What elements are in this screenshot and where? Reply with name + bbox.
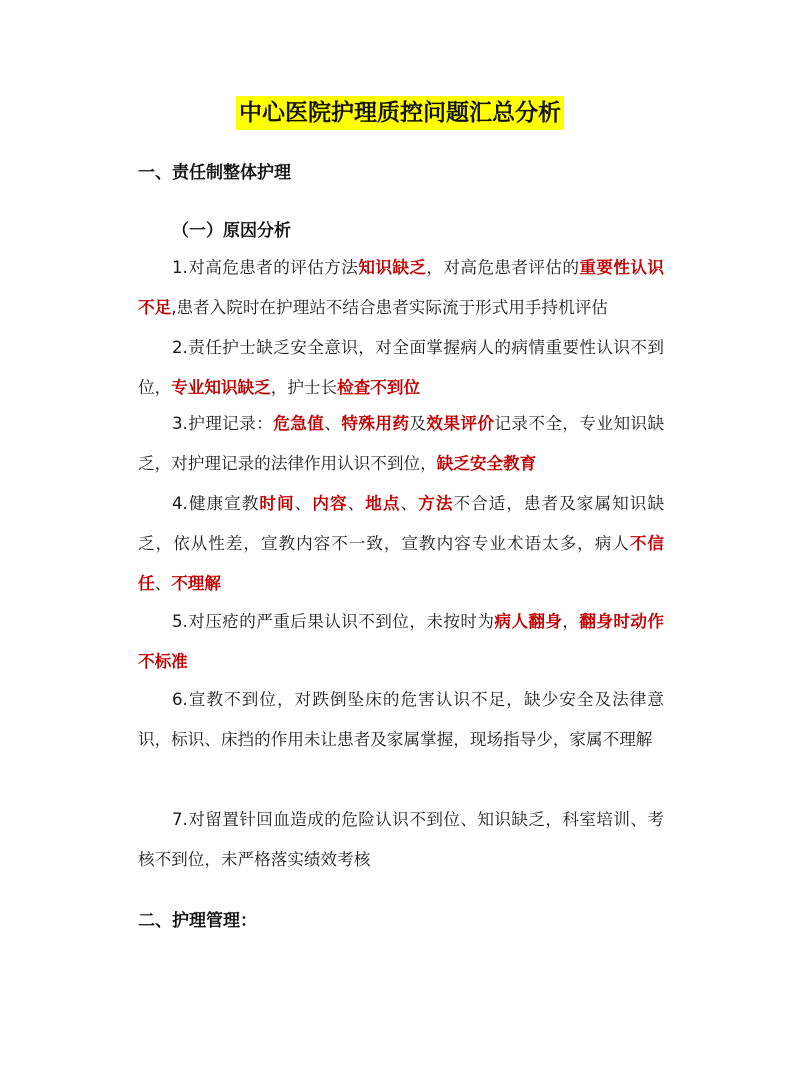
- highlighted-phrase: 地点: [365, 494, 401, 513]
- highlighted-phrase: 不理解: [171, 574, 221, 593]
- highlighted-phrase: 翻身时动作不标准: [138, 612, 665, 671]
- highlighted-phrase: 不信任: [138, 534, 665, 593]
- highlighted-phrase: 知识缺乏: [358, 258, 427, 277]
- body-text: 、: [324, 414, 342, 433]
- highlighted-phrase: 危急值: [273, 414, 325, 433]
- body-text: 3.护理记录：: [172, 414, 274, 433]
- body-text: 、: [154, 574, 172, 593]
- highlighted-phrase: 缺乏安全教育: [436, 454, 537, 473]
- paragraph-item: [138, 680, 664, 760]
- highlighted-phrase: 内容: [312, 494, 348, 513]
- section-heading-responsibility-nursing: 一、责任制整体护理: [138, 163, 291, 183]
- highlighted-phrase: 特殊用药: [341, 414, 410, 433]
- highlighted-phrase: 效果评价: [426, 414, 495, 433]
- body-text: 记录不全，专业知识缺乏，对护理记录的法律作用认识不到位，: [138, 414, 665, 473]
- body-text: ，对高危患者评估的: [426, 258, 580, 277]
- subheading-cause-analysis: （一）原因分析: [172, 221, 291, 241]
- body-text: 、: [347, 494, 366, 513]
- highlighted-phrase: 检查不到位: [337, 378, 421, 397]
- title-wrap: [0, 96, 800, 130]
- body-text: 不合适，患者及家属知识缺乏，依从性差，宣教内容不一致，宣教内容专业术语太多，病人: [138, 494, 665, 553]
- body-text: 、: [294, 494, 313, 513]
- paragraph-item: [138, 328, 664, 408]
- highlighted-phrase: 专业知识缺乏: [171, 378, 271, 397]
- body-text: 、: [400, 494, 419, 513]
- paragraph-item: [138, 484, 664, 604]
- body-text: ，: [562, 612, 580, 631]
- paragraph-item: [138, 800, 664, 880]
- paragraph-item: [138, 248, 664, 328]
- body-text: 1.对高危患者的评估方法: [172, 258, 359, 277]
- highlighted-phrase: 重要性认识不足: [138, 258, 665, 317]
- body-text: ,患者入院时在护理站不结合患者实际流于形式用手持机评估: [171, 298, 608, 317]
- highlighted-phrase: 时间: [259, 494, 295, 513]
- body-text: 7.对留置针回血造成的危险认识不到位、知识缺乏，科室培训、考核不到位，未严格落实绩效考核: [138, 810, 664, 869]
- section-heading-nursing-management: 二、护理管理：: [138, 911, 257, 931]
- body-text: 5.对压疮的严重后果认识不到位，未按时为: [172, 612, 495, 631]
- body-text: ，护士长: [270, 378, 338, 397]
- document-title: 中心医院护理质控问题汇总分析: [236, 96, 564, 130]
- paragraph-item: [138, 404, 664, 484]
- body-text: 及: [409, 414, 427, 433]
- paragraph-item: [138, 602, 664, 682]
- body-text: 2.责任护士缺乏安全意识，对全面掌握病人的病情重要性认识不到位，: [138, 338, 664, 397]
- body-text: 6.宣教不到位，对跌倒坠床的危害认识不足，缺少安全及法律意识，标识、床挡的作用未让患者及家属掌握，现场指导少，家属不理解: [138, 690, 664, 749]
- highlighted-phrase: 病人翻身: [494, 612, 563, 631]
- highlighted-phrase: 方法: [418, 494, 454, 513]
- body-text: 4.健康宣教: [172, 494, 260, 513]
